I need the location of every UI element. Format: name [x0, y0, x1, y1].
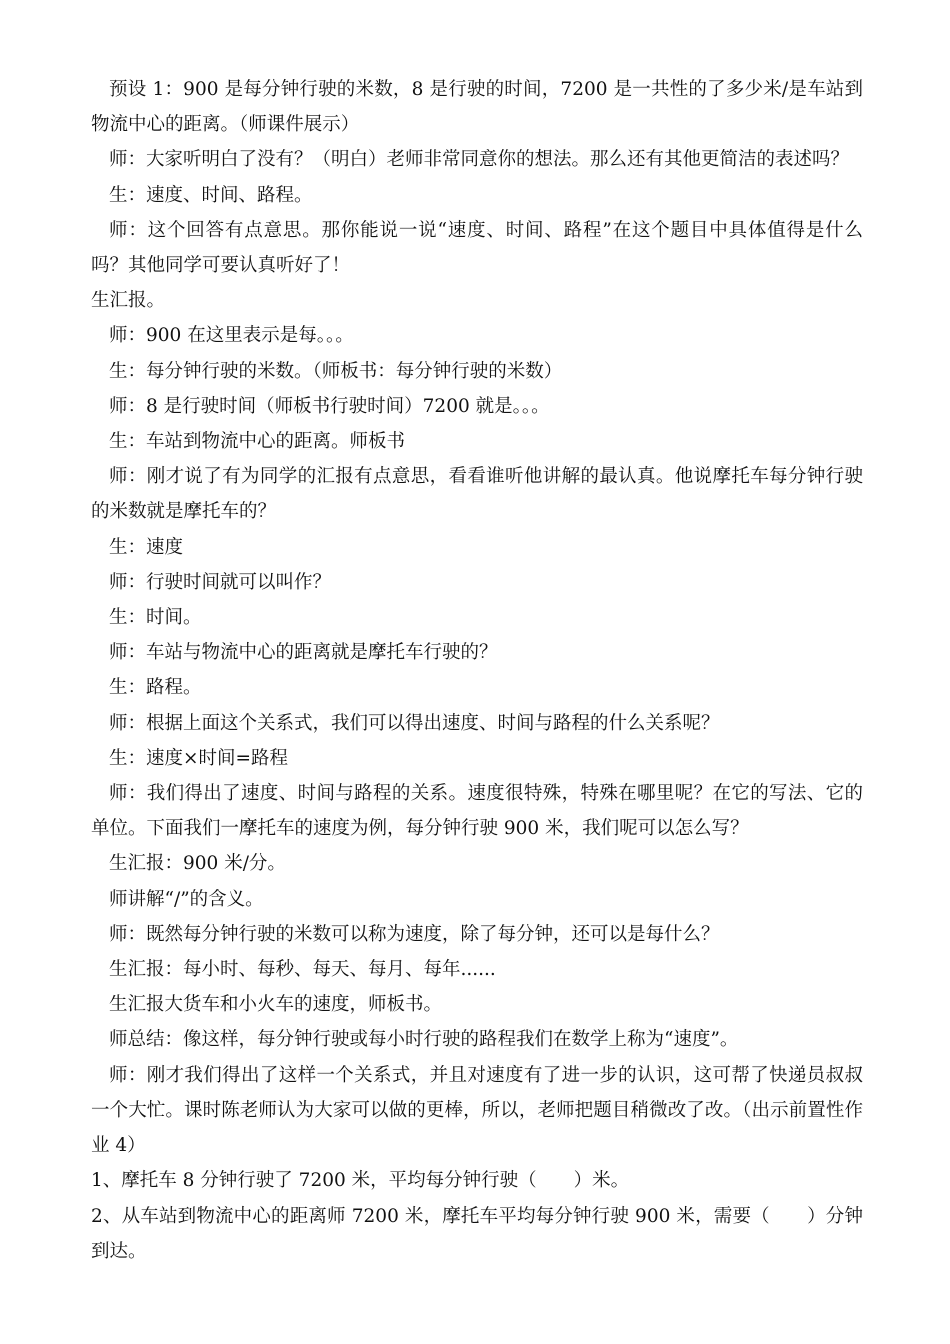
paragraph-25: 师：刚才我们得出了这样一个关系式，并且对速度有了进一步的认识，这可帮了快递员叔叔一个大忙。课时陈老师认为大家可以做的更棒，所以，老师把题目稍微改了改。（出示前置性作业 4） — [91, 1064, 863, 1157]
paragraph-8: 师：8 是行驶时间（师板书行驶时间）7200 就是。。。 — [109, 395, 550, 417]
paragraph-5: 生汇报。 — [91, 290, 166, 312]
paragraph-9: 生：车站到物流中心的距离。师板书 — [109, 431, 406, 453]
paragraph-23: 生汇报大货车和小火车的速度，师板书。 — [109, 994, 443, 1016]
paragraph-20: 师讲解“/”的含义。 — [109, 888, 264, 910]
paragraph-19: 生汇报：900 米/分。 — [109, 853, 286, 875]
paragraph-12: 师：行驶时间就可以叫作？ — [109, 571, 332, 593]
paragraph-2: 师：大家听明白了没有？（明白）老师非常同意你的想法。那么还有其他更简洁的表述吗？ — [109, 149, 850, 171]
paragraph-14: 师：车站与物流中心的距离就是摩托车行驶的？ — [109, 642, 498, 664]
paragraph-24: 师总结：像这样，每分钟行驶或每小时行驶的路程我们在数学上称为“速度”。 — [109, 1029, 739, 1051]
paragraph-16: 师：根据上面这个关系式，我们可以得出速度、时间与路程的什么关系呢？ — [109, 712, 720, 734]
paragraph-1: 预设 1：900 是每分钟行驶的米数，8 是行驶的时间，7200 是一共性的了多少米/是车站到物流中心的距离。（师课件展示） — [91, 79, 863, 136]
paragraph-17: 生：速度×时间=路程 — [109, 747, 289, 769]
paragraph-3: 生：速度、时间、路程。 — [109, 184, 313, 206]
paragraph-21: 师：既然每分钟行驶的米数可以称为速度，除了每分钟，还可以是每什么？ — [109, 923, 720, 945]
paragraph-22: 生汇报：每小时、每秒、每天、每月、每年...... — [109, 959, 496, 981]
paragraph-15: 生：路程。 — [109, 677, 202, 699]
paragraph-18: 师：我们得出了速度、时间与路程的关系。速度很特殊，特殊在哪里呢？在它的写法、它的单位。下面我们一摩托车的速度为例，每分钟行驶 900 米，我们呢可以怎么写？ — [91, 783, 863, 840]
paragraph-6: 师：900 在这里表示是每。。。 — [109, 325, 354, 347]
paragraph-13: 生：时间。 — [109, 607, 202, 629]
paragraph-11: 生：速度 — [109, 536, 184, 558]
paragraph-10: 师：刚才说了有为同学的汇报有点意思，看看谁听他讲解的最认真。他说摩托车每分钟行驶的米数就是摩托车的？ — [91, 466, 863, 523]
paragraph-4: 师：这个回答有点意思。那你能说一说“速度、时间、路程”在这个题目中具体值得是什么吗？其他同学可要认真听好了！ — [91, 219, 863, 277]
document-body — [91, 72, 863, 1269]
paragraph-7: 生：每分钟行驶的米数。（师板书：每分钟行驶的米数） — [109, 360, 563, 382]
exercise-1: 1、摩托车 8 分钟行驶了 7200 米，平均每分钟行驶（ ）米。 — [91, 1170, 630, 1192]
exercise-2: 2、从车站到物流中心的距离师 7200 米，摩托车平均每分钟行驶 900 米，需要（ ）分钟到达。 — [91, 1205, 863, 1262]
